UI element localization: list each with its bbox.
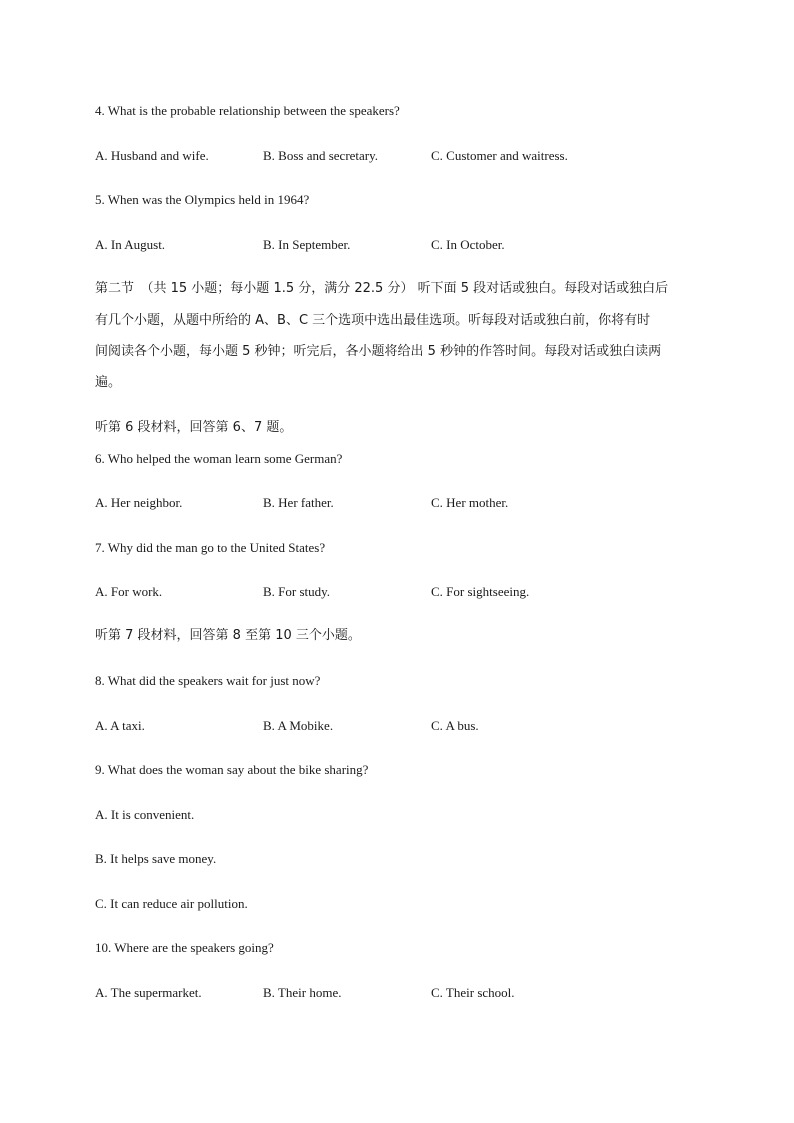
- option-c: C. A bus.: [431, 718, 479, 733]
- question-10-options: [95, 985, 715, 1001]
- option-c: C. Customer and waitress.: [431, 148, 568, 163]
- option-c: C. Their school.: [431, 985, 515, 1000]
- question-8: 8. What did the speakers wait for just now?: [95, 673, 321, 688]
- passage-7-heading: 听第 7 段材料，回答第 8 至第 10 三个小题。: [95, 628, 361, 643]
- question-6-options: [95, 495, 715, 511]
- option-c: C. For sightseeing.: [431, 584, 530, 599]
- option-b: B. In September.: [263, 237, 351, 252]
- question-5-options: [95, 237, 715, 253]
- section-2-line-4: 遍。: [95, 375, 122, 390]
- section-2-line-3: 间阅读各个小题，每小题 5 秒钟；听完后，各小题将给出 5 秒钟的作答时间。每段对话或独白读两: [95, 344, 662, 359]
- section-2-line-2: 有几个小题，从题中所给的 A、B、C 三个选项中选出最佳选项。听每段对话或独白前，你将有时: [95, 313, 651, 328]
- question-4-options: [95, 148, 715, 164]
- question-7-options: [95, 584, 715, 600]
- option-b: B. For study.: [263, 584, 331, 599]
- passage-6-heading: 听第 6 段材料，回答第 6、7 题。: [95, 420, 293, 435]
- option-b: B. Her father.: [263, 495, 334, 510]
- option-a: A. In August.: [95, 237, 166, 252]
- question-6: 6. Who helped the woman learn some German?: [95, 451, 343, 466]
- section-2-line-1: 第二节 （共 15 小题；每小题 1.5 分，满分 22.5 分） 听下面 5 段对话或独白。每段对话或独白后: [95, 281, 669, 296]
- question-7: 7. Why did the man go to the United States?: [95, 540, 326, 555]
- option-a: A. Husband and wife.: [95, 148, 209, 163]
- option-b: B. Boss and secretary.: [263, 148, 379, 163]
- question-5: 5. When was the Olympics held in 1964?: [95, 192, 310, 207]
- option-a: A. A taxi.: [95, 718, 145, 733]
- question-4: 4. What is the probable relationship between the speakers?: [95, 103, 400, 118]
- question-9-option-c: C. It can reduce air pollution.: [95, 896, 248, 911]
- option-a: A. Her neighbor.: [95, 495, 183, 510]
- question-10: 10. Where are the speakers going?: [95, 940, 274, 955]
- option-c: C. In October.: [431, 237, 505, 252]
- option-a: A. For work.: [95, 584, 163, 599]
- question-8-options: [95, 718, 715, 734]
- option-c: C. Her mother.: [431, 495, 509, 510]
- question-9-option-a: A. It is convenient.: [95, 807, 195, 822]
- option-b: B. Their home.: [263, 985, 342, 1000]
- option-a: A. The supermarket.: [95, 985, 202, 1000]
- question-9: 9. What does the woman say about the bike sharing?: [95, 762, 369, 777]
- option-b: B. A Mobike.: [263, 718, 334, 733]
- question-9-option-b: B. It helps save money.: [95, 851, 217, 866]
